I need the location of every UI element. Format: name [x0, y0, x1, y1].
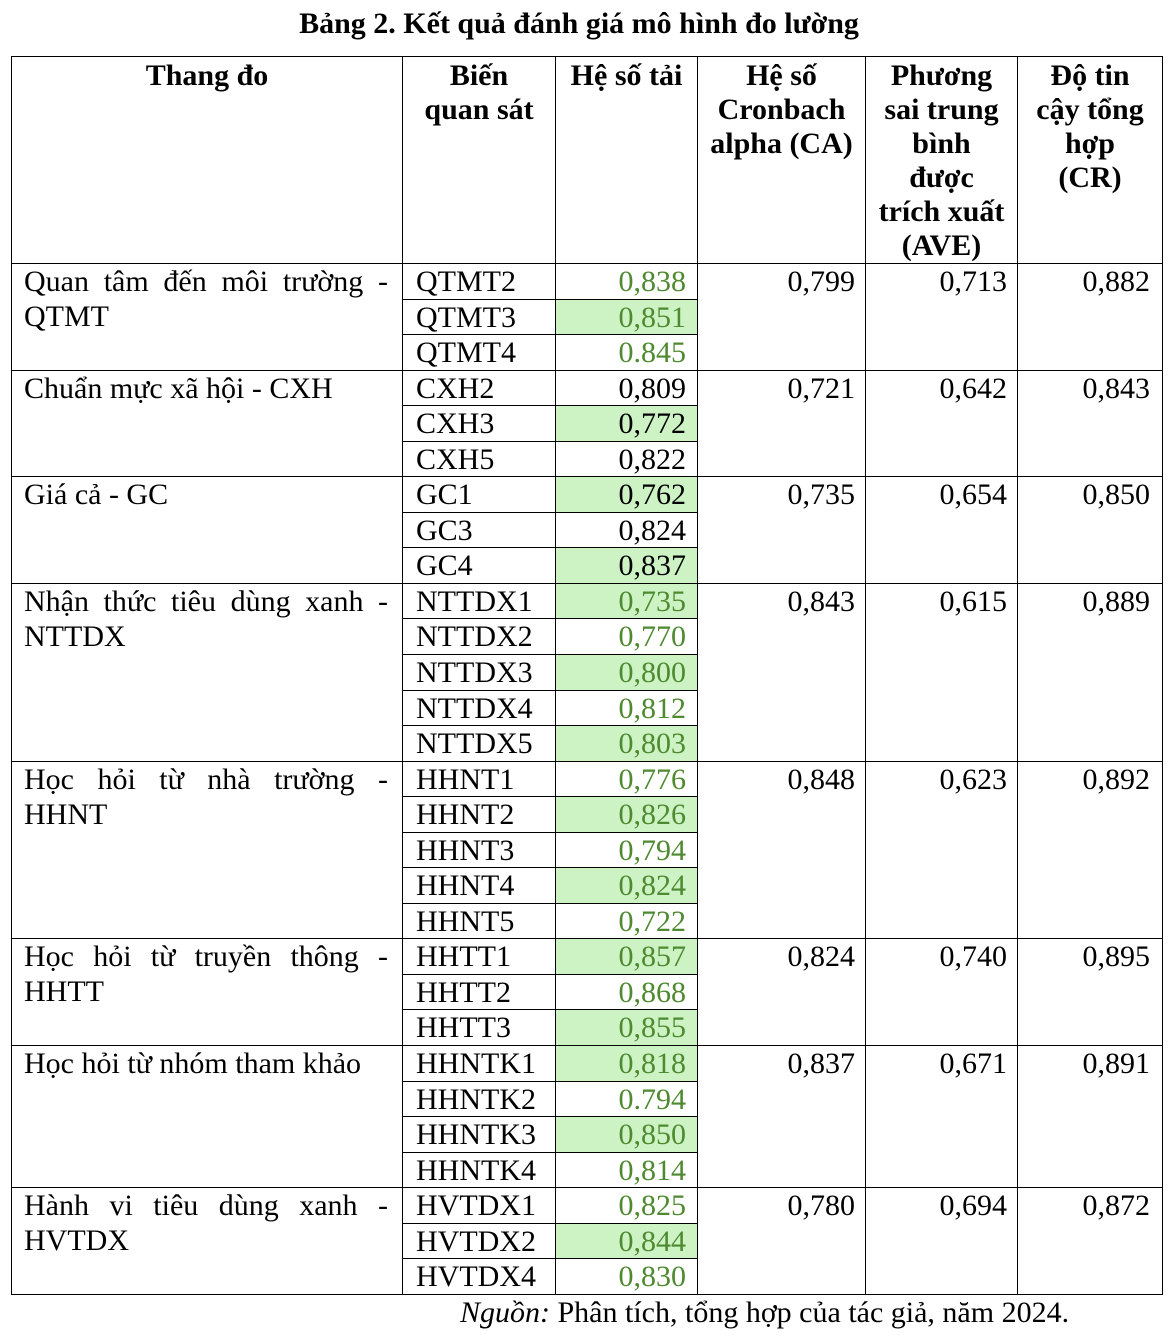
loading-cell: 0,800 — [556, 655, 698, 691]
observed-variable-cell: HHNT3 — [403, 833, 556, 869]
loading-cell: 0,812 — [556, 691, 698, 727]
cronbach-alpha-cell: 0,721 — [698, 371, 866, 478]
observed-variable-cell: HVTDX1 — [403, 1188, 556, 1224]
loading-cell: 0,824 — [556, 868, 698, 904]
loading-cell: 0,772 — [556, 406, 698, 442]
loading-cell: 0,837 — [556, 548, 698, 584]
measurement-table — [11, 56, 1163, 1295]
header-loading: Hệ số tải — [556, 57, 698, 264]
observed-variable-cell: GC1 — [403, 477, 556, 513]
ave-cell: 0,671 — [866, 1046, 1018, 1188]
ave-cell: 0,694 — [866, 1188, 1018, 1295]
header-observed-variable: Biến quan sát — [403, 57, 556, 264]
composite-reliability-cell: 0,889 — [1018, 584, 1163, 762]
observed-variable-cell: NTTDX1 — [403, 584, 556, 620]
loading-cell: 0,826 — [556, 797, 698, 833]
observed-variable-cell: QTMT2 — [403, 264, 556, 300]
loading-cell: 0,825 — [556, 1188, 698, 1224]
loading-cell: 0,809 — [556, 371, 698, 407]
loading-cell: 0,850 — [556, 1117, 698, 1153]
header-ave: Phương sai trung bình được trích xuất (AVE) — [866, 57, 1018, 264]
scale-name-cell: Học hỏi từ truyền thông - HHTT — [12, 939, 403, 1046]
observed-variable-cell: QTMT4 — [403, 335, 556, 371]
scale-name-cell: Nhận thức tiêu dùng xanh - NTTDX — [12, 584, 403, 762]
observed-variable-cell: HHTT1 — [403, 939, 556, 975]
loading-cell: 0,794 — [556, 833, 698, 869]
observed-variable-cell: NTTDX2 — [403, 619, 556, 655]
loading-cell: 0,803 — [556, 726, 698, 762]
observed-variable-cell: GC3 — [403, 513, 556, 549]
table-title: Bảng 2. Kết quả đánh giá mô hình đo lường — [299, 7, 859, 40]
loading-cell: 0.845 — [556, 335, 698, 371]
source-text: Phân tích, tổng hợp của tác giả, năm 2024. — [557, 1296, 1070, 1329]
observed-variable-cell: HHNTK3 — [403, 1117, 556, 1153]
scale-name-cell: Học hỏi từ nhóm tham khảo — [12, 1046, 403, 1188]
composite-reliability-cell: 0,850 — [1018, 477, 1163, 584]
cronbach-alpha-cell: 0,799 — [698, 264, 866, 371]
observed-variable-cell: CXH3 — [403, 406, 556, 442]
ave-cell: 0,615 — [866, 584, 1018, 762]
loading-cell: 0,838 — [556, 264, 698, 300]
observed-variable-cell: CXH2 — [403, 371, 556, 407]
observed-variable-cell: HHNTK2 — [403, 1082, 556, 1118]
observed-variable-cell: HHNT2 — [403, 797, 556, 833]
loading-cell: 0,762 — [556, 477, 698, 513]
loading-cell: 0,824 — [556, 513, 698, 549]
observed-variable-cell: CXH5 — [403, 442, 556, 478]
cronbach-alpha-cell: 0,780 — [698, 1188, 866, 1295]
header-scale: Thang đo — [12, 57, 403, 264]
observed-variable-cell: HHNT4 — [403, 868, 556, 904]
observed-variable-cell: HVTDX2 — [403, 1224, 556, 1260]
loading-cell: 0,851 — [556, 300, 698, 336]
loading-cell: 0,855 — [556, 1010, 698, 1046]
cronbach-alpha-cell: 0,824 — [698, 939, 866, 1046]
cronbach-alpha-cell: 0,837 — [698, 1046, 866, 1188]
header-cronbach-alpha: Hệ số Cronbach alpha (CA) — [698, 57, 866, 264]
scale-name-cell: Giá cả - GC — [12, 477, 403, 584]
observed-variable-cell: HHNT5 — [403, 904, 556, 940]
scale-name-cell: Chuẩn mực xã hội - CXH — [12, 371, 403, 478]
cronbach-alpha-cell: 0,843 — [698, 584, 866, 762]
loading-cell: 0,868 — [556, 975, 698, 1011]
observed-variable-cell: NTTDX3 — [403, 655, 556, 691]
observed-variable-cell: HVTDX4 — [403, 1259, 556, 1295]
loading-cell: 0,770 — [556, 619, 698, 655]
observed-variable-cell: HHNT1 — [403, 762, 556, 798]
ave-cell: 0,623 — [866, 762, 1018, 940]
observed-variable-cell: HHNTK4 — [403, 1153, 556, 1189]
observed-variable-cell: NTTDX5 — [403, 726, 556, 762]
scale-name-cell: Hành vi tiêu dùng xanh - HVTDX — [12, 1188, 403, 1295]
loading-cell: 0,818 — [556, 1046, 698, 1082]
loading-cell: 0.794 — [556, 1082, 698, 1118]
ave-cell: 0,642 — [866, 371, 1018, 478]
composite-reliability-cell: 0,872 — [1018, 1188, 1163, 1295]
loading-cell: 0,814 — [556, 1153, 698, 1189]
loading-cell: 0,735 — [556, 584, 698, 620]
loading-cell: 0,844 — [556, 1224, 698, 1260]
scale-name-cell: Quan tâm đến môi trường - QTMT — [12, 264, 403, 371]
composite-reliability-cell: 0,892 — [1018, 762, 1163, 940]
observed-variable-cell: NTTDX4 — [403, 691, 556, 727]
loading-cell: 0,830 — [556, 1259, 698, 1295]
composite-reliability-cell: 0,891 — [1018, 1046, 1163, 1188]
observed-variable-cell: HHNTK1 — [403, 1046, 556, 1082]
loading-cell: 0,776 — [556, 762, 698, 798]
header-composite-reliability: Độ tin cậy tổng hợp (CR) — [1018, 57, 1163, 264]
ave-cell: 0,713 — [866, 264, 1018, 371]
ave-cell: 0,654 — [866, 477, 1018, 584]
composite-reliability-cell: 0,895 — [1018, 939, 1163, 1046]
loading-cell: 0,822 — [556, 442, 698, 478]
composite-reliability-cell: 0,843 — [1018, 371, 1163, 478]
observed-variable-cell: HHTT2 — [403, 975, 556, 1011]
loading-cell: 0,857 — [556, 939, 698, 975]
observed-variable-cell: QTMT3 — [403, 300, 556, 336]
cronbach-alpha-cell: 0,848 — [698, 762, 866, 940]
scale-name-cell: Học hỏi từ nhà trường - HHNT — [12, 762, 403, 940]
composite-reliability-cell: 0,882 — [1018, 264, 1163, 371]
observed-variable-cell: HHTT3 — [403, 1010, 556, 1046]
source-note — [460, 1295, 1069, 1330]
loading-cell: 0,722 — [556, 904, 698, 940]
source-label: Nguồn: — [460, 1296, 550, 1329]
observed-variable-cell: GC4 — [403, 548, 556, 584]
ave-cell: 0,740 — [866, 939, 1018, 1046]
cronbach-alpha-cell: 0,735 — [698, 477, 866, 584]
